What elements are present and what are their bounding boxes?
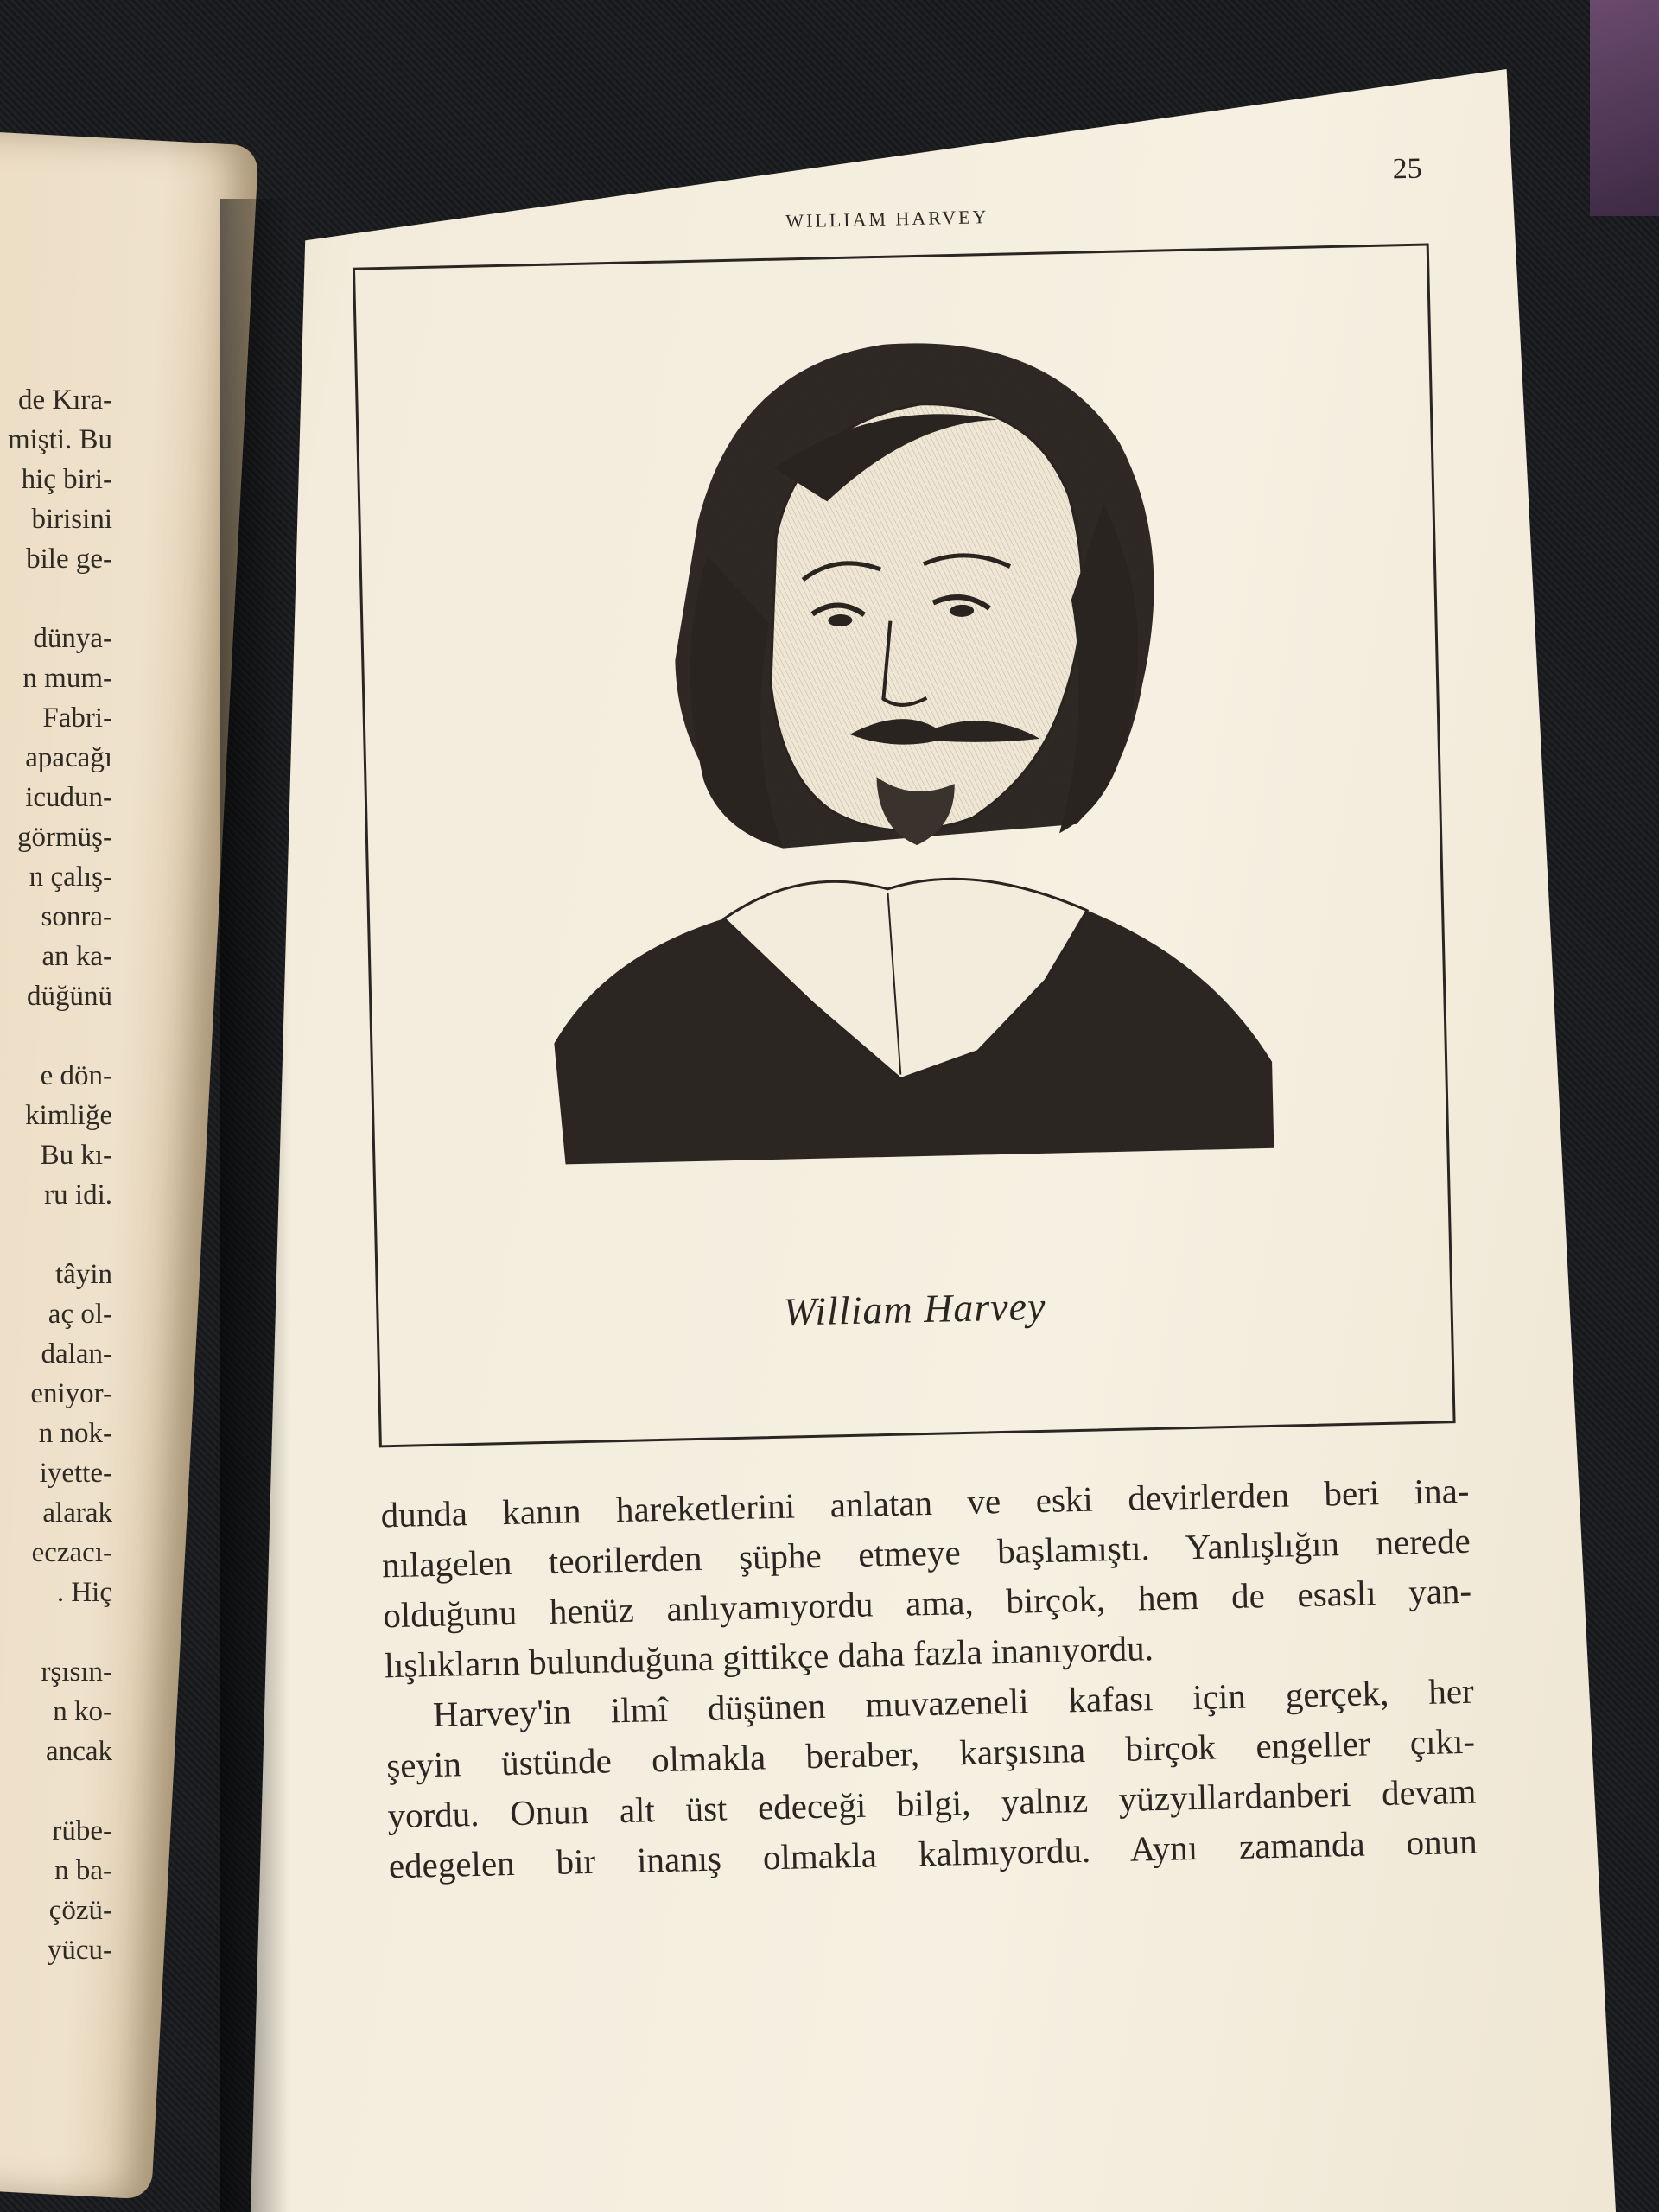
portrait-engraving xyxy=(512,284,1293,1235)
left-text-line: çözü- xyxy=(48,1895,112,1926)
right-page-content xyxy=(341,130,1534,2056)
portrait-caption: William Harvey xyxy=(782,1283,1046,1334)
left-text-line: rübe- xyxy=(52,1815,112,1847)
running-head: WILLIAM HARVEY xyxy=(785,206,989,232)
left-text-line: sonra- xyxy=(41,901,112,932)
left-text-line: iyette- xyxy=(39,1458,112,1489)
text-line: Harvey'in ilmî düşünen muvazeneli kafası için gerçek, her xyxy=(432,1670,1475,1735)
left-text-line: birisini xyxy=(31,504,112,535)
left-text-line: aç ol- xyxy=(48,1299,112,1330)
left-text-line: an ka- xyxy=(41,941,112,972)
body-text xyxy=(380,1465,1478,1891)
left-text-line: n ba- xyxy=(54,1855,112,1886)
text-line: olduğunu henüz anlıyamıyordu ama, birçok, hem de esaslı yan- xyxy=(382,1570,1472,1636)
left-text-line: . Hiç xyxy=(56,1577,112,1608)
text-line: edegelen bir inanış olmakla kalmıyordu. Aynı zamanda onun xyxy=(388,1821,1478,1886)
left-text-line: alarak xyxy=(42,1497,112,1529)
left-text-line: n çalış- xyxy=(29,861,112,893)
left-text-line: kimliğe xyxy=(25,1100,112,1131)
left-text-line: görmüş- xyxy=(17,822,112,853)
left-text-line: dalan- xyxy=(41,1338,112,1370)
book-gutter-shadow xyxy=(220,199,289,2212)
left-paragraph-gap xyxy=(0,1016,112,1056)
left-text-line: yücu- xyxy=(47,1935,112,1966)
left-text-line: tâyin xyxy=(55,1259,112,1290)
left-text-line: rşısın- xyxy=(41,1656,112,1688)
left-text-line: Bu kı- xyxy=(40,1140,112,1171)
page-number: 25 xyxy=(1392,152,1423,186)
left-text-line: dünya- xyxy=(33,623,112,654)
left-text-line: hiç biri- xyxy=(21,464,112,495)
left-text-line: düğünü xyxy=(27,981,112,1012)
left-paragraph-gap xyxy=(0,1215,112,1255)
left-paragraph-gap xyxy=(0,1771,112,1811)
left-text-line: n mum- xyxy=(22,663,112,694)
left-text-line: e dön- xyxy=(40,1060,112,1091)
left-text-line: eczacı- xyxy=(31,1537,112,1568)
left-text-line: ru idi. xyxy=(44,1179,112,1211)
text-line: lışlıkların bulunduğuna gittikçe daha fazla inanıyordu. xyxy=(384,1628,1154,1686)
left-page-text xyxy=(0,380,112,1970)
text-line: yordu. Onun alt üst edeceği bilgi, yalnız yüzyıllardanberi devam xyxy=(387,1770,1477,1836)
background-object xyxy=(1590,0,1659,216)
text-line: şeyin üstünde olmakla beraber, karşısına birçok engeller çıkı- xyxy=(385,1720,1476,1786)
left-text-line: eniyor- xyxy=(30,1378,112,1409)
left-text-line: mişti. Bu xyxy=(7,424,112,455)
left-text-line: bile ge- xyxy=(26,543,112,575)
text-line: nılagelen teorilerden şüphe etmeye başlamıştı. Yanlışlığın nerede xyxy=(381,1520,1471,1586)
text-line: dunda kanın hareketlerini anlatan ve eski devirlerden beri ina- xyxy=(380,1470,1470,1535)
left-text-line: icudun- xyxy=(25,782,112,813)
left-paragraph-gap xyxy=(0,1612,112,1652)
left-text-line: de Kıra- xyxy=(17,385,112,416)
portrait-frame xyxy=(353,243,1456,1447)
left-text-line: apacağı xyxy=(25,742,112,773)
left-paragraph-gap xyxy=(0,579,112,619)
left-text-line: ancak xyxy=(46,1736,112,1767)
left-text-line: n nok- xyxy=(38,1418,112,1449)
left-text-line: n ko- xyxy=(53,1696,112,1727)
left-text-line: Fabri- xyxy=(42,702,112,734)
